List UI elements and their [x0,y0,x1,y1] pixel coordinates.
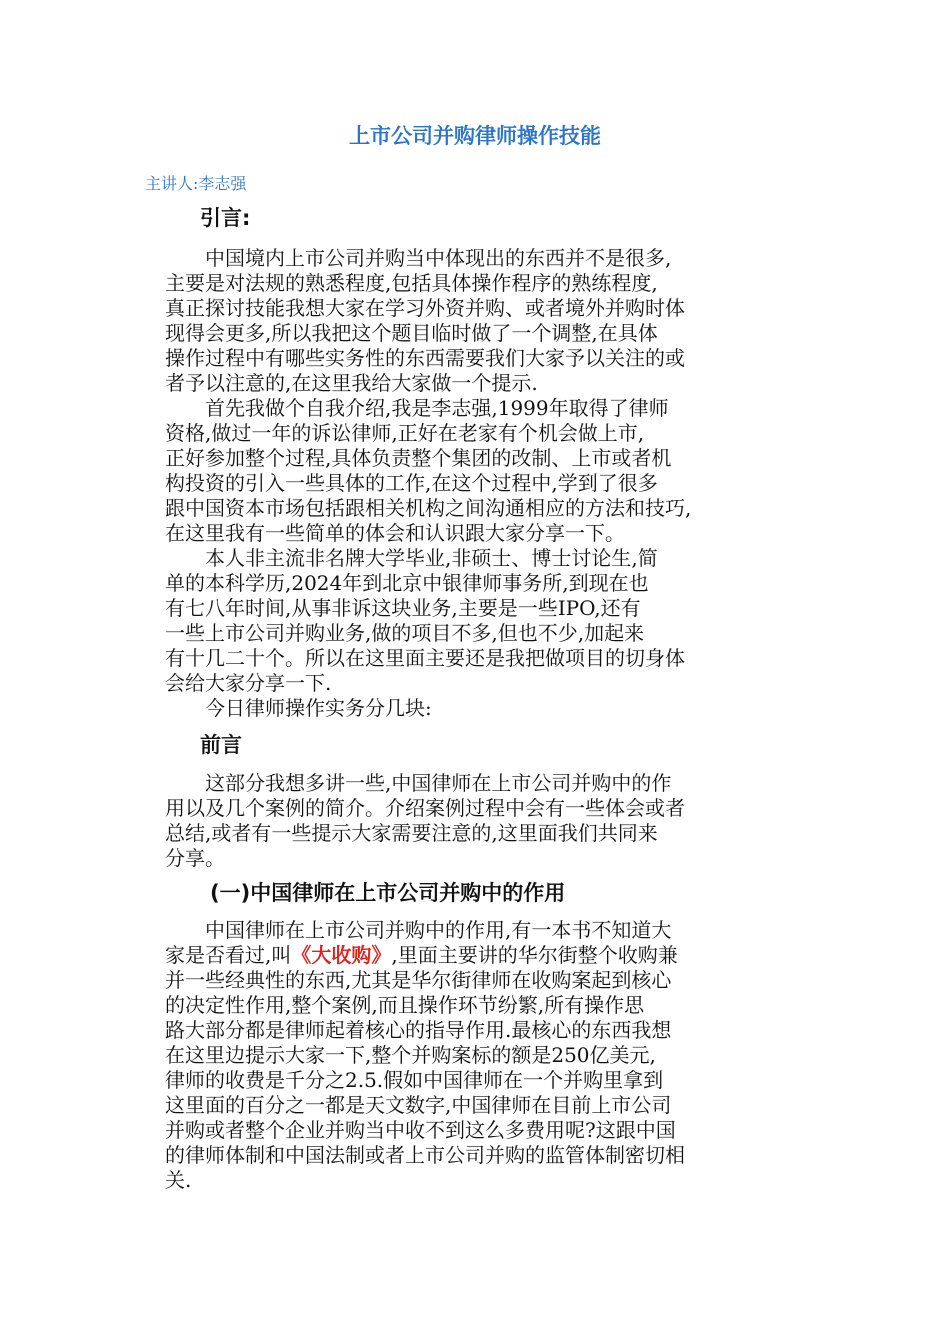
text-line: 主要是对法规的熟悉程度,包括具体操作程序的熟练程度, [165,271,658,295]
text-line: 有七八年时间,从事非诉这块业务,主要是一些IPO,还有 [165,596,641,620]
text-fragment: ,里面主要讲的华尔街整个收购兼 [391,943,678,967]
heading-preface: 前言 [200,733,242,757]
document-title: 上市公司并购律师操作技能 [349,124,601,148]
heading-intro: 引言: [200,206,251,230]
text-line: 现得会更多,所以我把这个题目临时做了一个调整,在具体 [165,321,658,345]
text-line: 的决定性作用,整个案例,而且操作环节纷繁,所有操作思 [165,993,645,1017]
text-line: 今日律师操作实务分几块: [205,696,432,720]
text-line: 路大部分都是律师起着核心的指导作用.最核心的东西我想 [165,1018,672,1042]
text-line: 本人非主流非名牌大学毕业,非硕士、博士讨论生,简 [205,546,658,570]
paragraph-4 [165,696,805,721]
text-line: 一些上市公司并购业务,做的项目不多,但也不少,加起来 [165,621,645,645]
text-line: 关. [165,1168,192,1192]
text-line: 首先我做个自我介绍,我是李志强,1999年取得了律师 [205,396,669,420]
text-line: 律师的收费是千分之2.5.假如中国律师在一个并购里拿到 [165,1068,664,1092]
paragraph-2 [165,396,805,546]
paragraph-5 [165,771,805,871]
text-line: 的律师体制和中国法制或者上市公司并购的监管体制密切相 [165,1143,685,1167]
paragraph-1 [165,246,805,396]
text-line: 单的本科学历,2024年到北京中银律师事务所,到现在也 [165,571,649,595]
text-line: 这里面的百分之一都是天文数字,中国律师在目前上市公司 [165,1093,672,1117]
text-line: 并购或者整个企业并购当中收不到这么多费用呢?这跟中国 [165,1118,676,1142]
heading-section-1: (一)中国律师在上市公司并购中的作用 [210,881,566,905]
text-line: 并一些经典性的东西,尤其是华尔街律师在收购案起到核心 [165,968,672,992]
text-line: 分享。 [165,846,225,870]
text-line: 跟中国资本市场包括跟相关机构之间沟通相应的方法和技巧, [165,496,692,520]
text-line: 会给大家分享一下. [165,671,332,695]
text-line: 资格,做过一年的诉讼律师,正好在老家有个机会做上市, [165,421,645,445]
text-line: 中国律师在上市公司并购中的作用,有一本书不知道大 [205,918,672,942]
text-line: 在这里边提示大家一下,整个并购案标的额是250亿美元, [165,1043,656,1067]
book-title-highlight: 《大收购》 [291,943,392,967]
text-line: 中国境内上市公司并购当中体现出的东西并不是很多, [205,246,672,270]
text-line: 操作过程中有哪些实务性的东西需要我们大家予以关注的或 [165,346,685,370]
text-line: 者予以注意的,在这里我给大家做一个提示. [165,371,538,395]
speaker-label: 主讲人:李志强 [145,174,247,193]
text-line: 构投资的引入一些具体的工作,在这个过程中,学到了很多 [165,471,658,495]
text-line: 真正探讨技能我想大家在学习外资并购、或者境外并购时体 [165,296,685,320]
text-line: 这部分我想多讲一些,中国律师在上市公司并购中的作 [205,771,672,795]
text-line: 有十几二十个。所以在这里面主要还是我把做项目的切身体 [165,646,685,670]
text-line: 用以及几个案例的简介。介绍案例过程中会有一些体会或者 [165,796,685,820]
text-line: 在这里我有一些简单的体会和认识跟大家分享一下。 [165,521,625,545]
text-fragment: 家是否看过,叫 [165,943,292,967]
paragraph-6 [165,918,805,1193]
text-line-with-book [165,943,805,968]
paragraph-3 [165,546,805,696]
text-line: 总结,或者有一些提示大家需要注意的,这里面我们共同来 [165,821,658,845]
text-line: 正好参加整个过程,具体负责整个集团的改制、上市或者机 [165,446,672,470]
